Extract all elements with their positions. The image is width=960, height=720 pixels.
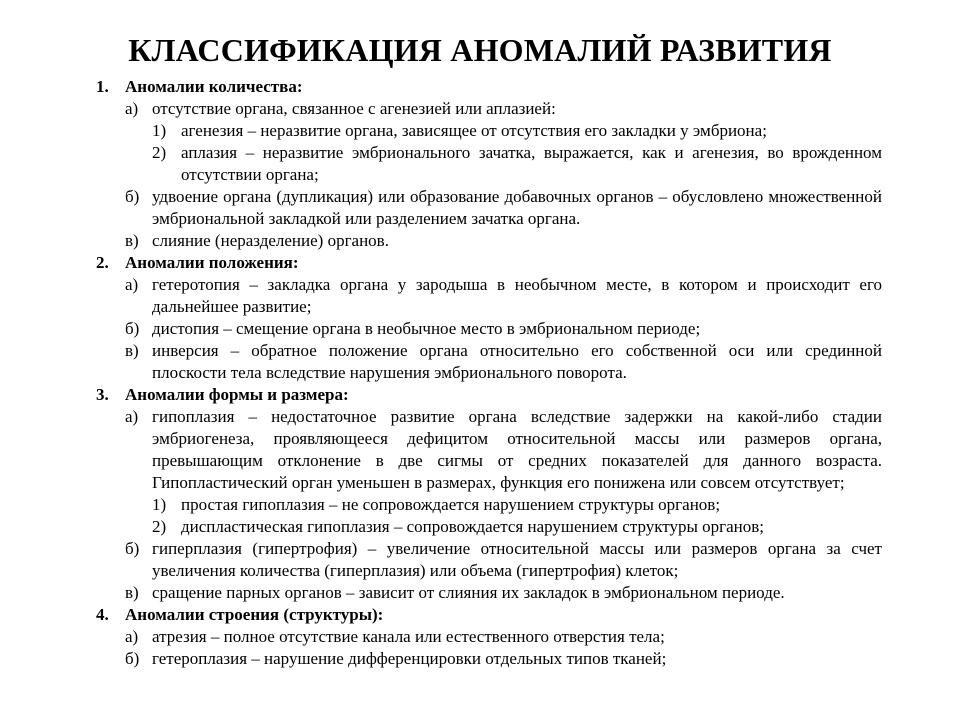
sub-item <box>96 142 882 186</box>
item-text: гиперплазия (гипертрофия) – увеличение относительной массы или размеров органа за счет увеличения количества (гиперплазия) или объема (гипертрофия) клеток; <box>152 539 882 580</box>
item-marker: в) <box>125 341 139 360</box>
list-item <box>96 318 882 340</box>
item-text: слияние (неразделение) органов. <box>152 231 389 250</box>
section-4 <box>96 604 882 626</box>
section-heading: Аномалии количества: <box>125 77 303 96</box>
item-text: удвоение органа (дупликация) или образование добавочных органов – обусловлено множественной эмбриональной закладкой или разделением зачатка органа. <box>152 187 882 228</box>
section-2 <box>96 252 882 274</box>
list-item <box>96 340 882 384</box>
list-item <box>96 538 882 582</box>
list-item <box>96 582 882 604</box>
sub-item <box>96 494 882 516</box>
list-item <box>96 406 882 494</box>
item-text: атрезия – полное отсутствие канала или естественного отверстия тела; <box>152 627 665 646</box>
sub-item-marker: 2) <box>152 517 167 536</box>
item-marker: в) <box>125 583 139 602</box>
section-number: 1. <box>96 77 109 96</box>
item-marker: б) <box>125 539 140 558</box>
list-item <box>96 230 882 252</box>
item-marker: а) <box>125 407 139 426</box>
sub-item-text: простая гипоплазия – не сопровождается нарушением структуры органов; <box>181 495 721 514</box>
item-text: гетеротопия – закладка органа у зародыша в необычном месте, в котором и происходит его дальнейшее развитие; <box>152 275 882 316</box>
section-number: 4. <box>96 605 109 624</box>
item-text: сращение парных органов – зависит от слияния их закладок в эмбриональном периоде. <box>152 583 785 602</box>
item-marker: а) <box>125 99 139 118</box>
list-item <box>96 98 882 120</box>
list-item <box>96 186 882 230</box>
sub-item <box>96 120 882 142</box>
sub-item-text: аплазия – неразвитие эмбрионального зачатка, выражается, как и агенезия, во врожденном отсутствии органа; <box>181 143 882 184</box>
sub-item-text: диспластическая гипоплазия – сопровождается нарушением структуры органов; <box>181 517 765 536</box>
list-item <box>96 274 882 318</box>
sub-item-marker: 1) <box>152 495 167 514</box>
section-heading: Аномалии формы и размера: <box>125 385 349 404</box>
item-marker: б) <box>125 319 140 338</box>
page-title: КЛАССИФИКАЦИЯ АНОМАЛИЙ РАЗВИТИЯ <box>128 32 832 68</box>
item-text: дистопия – смещение органа в необычное место в эмбриональном периоде; <box>152 319 701 338</box>
item-marker: а) <box>125 627 139 646</box>
list-item <box>96 626 882 648</box>
sub-item-marker: 1) <box>152 121 167 140</box>
sub-item-marker: 2) <box>152 143 167 162</box>
item-text: гетероплазия – нарушение дифференцировки отдельных типов тканей; <box>152 649 667 668</box>
section-heading: Аномалии строения (структуры): <box>125 605 384 624</box>
list-item <box>96 648 882 670</box>
item-marker: б) <box>125 187 140 206</box>
item-text: гипоплазия – недостаточное развитие органа вследствие задержки на какой-либо стадии эмбриогенеза, проявляющееся дефицитом относительной массы или размеров органа, превышающим отклонение в две сигмы от средних показателей для данного возраста. Гипопластический орган уменьшен в размерах, функция его понижена или совсем отсутствует; <box>152 407 882 492</box>
item-text: отсутствие органа, связанное с агенезией или аплазией: <box>152 99 556 118</box>
item-marker: в) <box>125 231 139 250</box>
item-marker: б) <box>125 649 140 668</box>
sub-item-text: агенезия – неразвитие органа, зависящее от отсутствия его закладки у эмбриона; <box>181 121 767 140</box>
section-number: 3. <box>96 385 109 404</box>
section-heading: Аномалии положения: <box>125 253 299 272</box>
classification-list <box>96 76 882 670</box>
section-1 <box>96 76 882 98</box>
sub-item <box>96 516 882 538</box>
section-3 <box>96 384 882 406</box>
section-number: 2. <box>96 253 109 272</box>
item-marker: а) <box>125 275 139 294</box>
item-text: инверсия – обратное положение органа относительно его собственной оси или срединной плоскости тела вследствие нарушения эмбрионального поворота. <box>152 341 882 382</box>
